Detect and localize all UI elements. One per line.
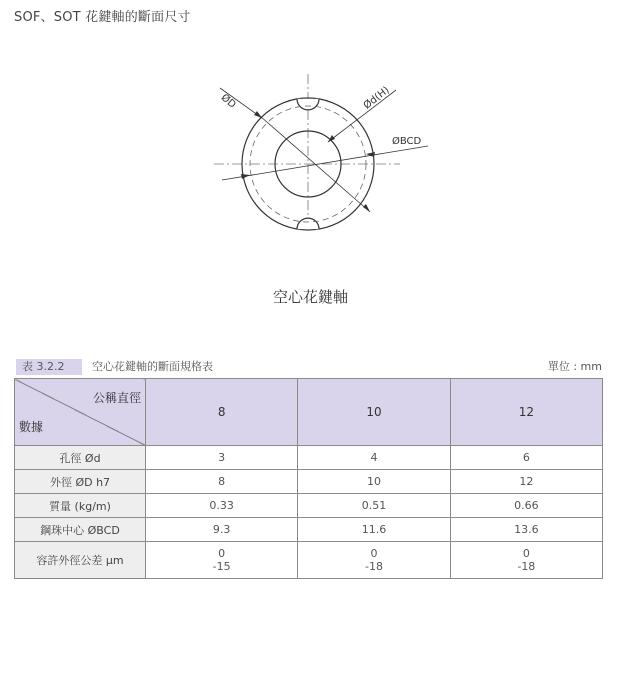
table-cell: 11.6: [298, 518, 450, 542]
table-cell: 13.6: [450, 518, 602, 542]
table-cell: 0.66: [450, 494, 602, 518]
row-label: 質量 (kg/m): [15, 494, 146, 518]
figure-caption: 空心花鍵軸: [272, 288, 348, 306]
column-header: 8: [146, 379, 298, 446]
tolerance-lower: -18: [365, 560, 383, 573]
table-header-row: [15, 379, 603, 446]
cross-section-figure: [200, 64, 440, 244]
table-cell: 10: [298, 470, 450, 494]
table-header: [14, 359, 602, 375]
column-header: 12: [450, 379, 602, 446]
row-label: 孔徑 Ød: [15, 446, 146, 470]
table-row: [15, 518, 603, 542]
tolerance-upper: 0: [370, 547, 378, 560]
od-label: ØD: [218, 92, 238, 111]
corner-cell: [15, 379, 146, 446]
od-arrow-end: [363, 204, 370, 212]
bottom-groove: [297, 218, 319, 229]
tolerance-cell: [450, 542, 602, 579]
table-caption: 空心花鍵軸的斷面規格表: [92, 360, 213, 373]
table-cell: 0.33: [146, 494, 298, 518]
row-label: 外徑 ØD h7: [15, 470, 146, 494]
bcd-label: ØBCD: [392, 136, 422, 147]
cross-section-drawing: [200, 64, 440, 244]
corner-bottom-label: 數據: [19, 420, 44, 434]
bcd-arrow-left: [241, 174, 250, 179]
table-cell: 12: [450, 470, 602, 494]
table-cell: 6: [450, 446, 602, 470]
tolerance-lower: -15: [212, 560, 231, 573]
table-row: [15, 494, 603, 518]
tolerance-cell: [146, 542, 298, 579]
tolerance-upper: 0: [218, 547, 226, 560]
table-cell: 8: [146, 470, 298, 494]
row-label: 鋼珠中心 ØBCD: [15, 518, 146, 542]
table-cell: 9.3: [146, 518, 298, 542]
bcd-leader: [222, 146, 428, 180]
top-groove: [297, 99, 319, 110]
table-row: [15, 470, 603, 494]
page-title: SOF、SOT 花鍵軸的斷面尺寸: [14, 10, 191, 25]
row-label: 容許外徑公差 μm: [15, 542, 146, 579]
spec-table: [14, 378, 603, 579]
table-cell: 4: [298, 446, 450, 470]
tolerance-cell: [298, 542, 450, 579]
table-cell: 0.51: [298, 494, 450, 518]
tolerance-upper: 0: [522, 547, 530, 560]
id-label: Ød(H): [361, 84, 392, 112]
corner-top-label: 公稱直徑: [92, 391, 141, 405]
table-row: [15, 446, 603, 470]
table-cell: 3: [146, 446, 298, 470]
column-header: 10: [298, 379, 450, 446]
table-row: [15, 542, 603, 579]
table-number-tag: 表 3.2.2: [16, 359, 82, 375]
tolerance-lower: -18: [517, 560, 536, 573]
table-unit: 單位 : mm: [547, 360, 602, 373]
